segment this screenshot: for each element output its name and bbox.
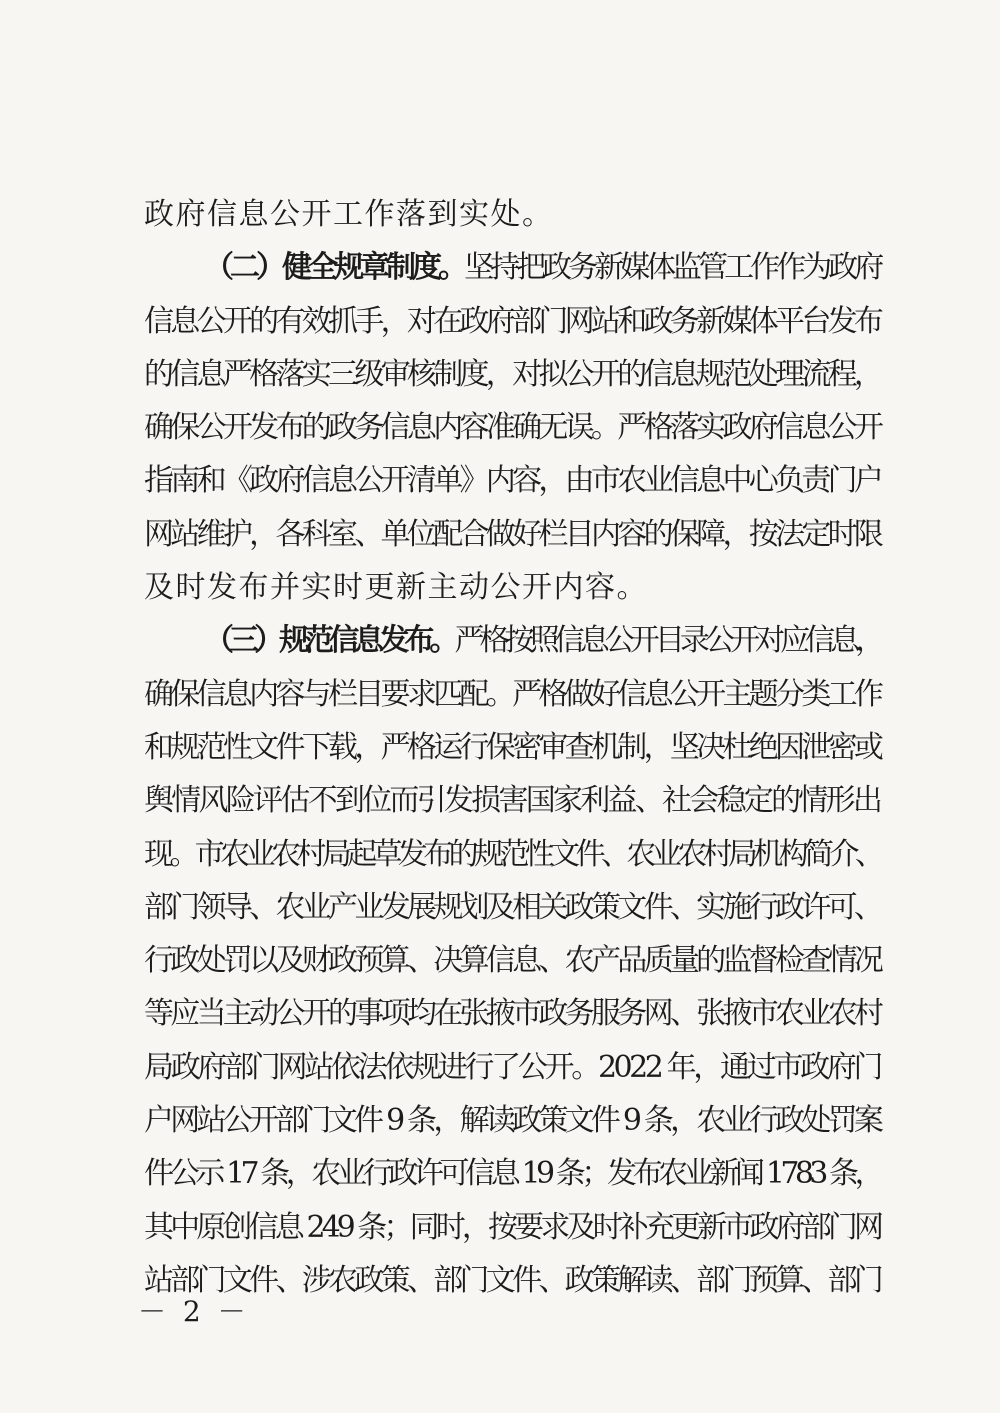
text-line-7: 网站维护，各科室、单位配合做好栏目内容的保障，按法定时限 <box>144 516 880 552</box>
page-number: － 2 － <box>138 1295 250 1328</box>
text-line-2: （二）健全规章制度。坚持把政务新媒体监管工作作为政府 <box>204 250 880 286</box>
text-line-13: 现。市农业农村局起草发布的规范性文件、农业农村局机构简介、 <box>144 836 880 872</box>
text-line-17: 局政府部门网站依法依规进行了公开。2022 年，通过市政府门 <box>144 1049 880 1085</box>
section-heading-3: （三）规范信息发布。 <box>204 623 455 659</box>
text-line-18: 户网站公开部门文件 9 条，解读政策文件 9 条，农业行政处罚案 <box>144 1103 880 1139</box>
text-line-15: 行政处罚以及财政预算、决算信息、农产品质量的监督检查情况 <box>144 943 880 979</box>
text-line-19: 件公示 17 条，农业行政许可信息 19 条；发布农业新闻 1783 条， <box>144 1156 880 1192</box>
text-line-1: 政府信息公开工作落到实处。 <box>144 197 554 232</box>
text-line-14: 部门领导、农业产业发展规划及相关政策文件、实施行政许可、 <box>144 889 880 925</box>
text-line-11: 和规范性文件下载，严格运行保密审查机制，坚决杜绝因泄密或 <box>144 729 880 765</box>
body-text <box>144 188 880 1307</box>
text-line-20: 其中原创信息 249 条；同时，按要求及时补充更新市政府部门网 <box>144 1209 880 1245</box>
text-line-5: 确保公开发布的政务信息内容准确无误。严格落实政府信息公开 <box>144 410 880 446</box>
text-line-6: 指南和《政府信息公开清单》内容，由市农业信息中心负责门户 <box>144 463 880 499</box>
text-line-10: 确保信息内容与栏目要求匹配。严格做好信息公开主题分类工作 <box>144 676 880 712</box>
text-line-21: 站部门文件、涉农政策、部门文件、政策解读、部门预算、部门 <box>144 1262 880 1298</box>
text-line-12: 舆情风险评估不到位而引发损害国家利益、社会稳定的情形出 <box>144 783 880 819</box>
text-line-9: （三）规范信息发布。严格按照信息公开目录公开对应信息， <box>204 623 880 659</box>
text-line-16: 等应当主动公开的事项均在张掖市政务服务网、张掖市农业农村 <box>144 996 880 1032</box>
text-line-3: 信息公开的有效抓手，对在政府部门网站和政务新媒体平台发布 <box>144 303 880 339</box>
text-line-8: 及时发布并实时更新主动公开内容。 <box>144 570 648 606</box>
text-line-4: 的信息严格落实三级审核制度，对拟公开的信息规范处理流程， <box>144 356 880 392</box>
section-heading-2: （二）健全规章制度。 <box>204 250 465 286</box>
